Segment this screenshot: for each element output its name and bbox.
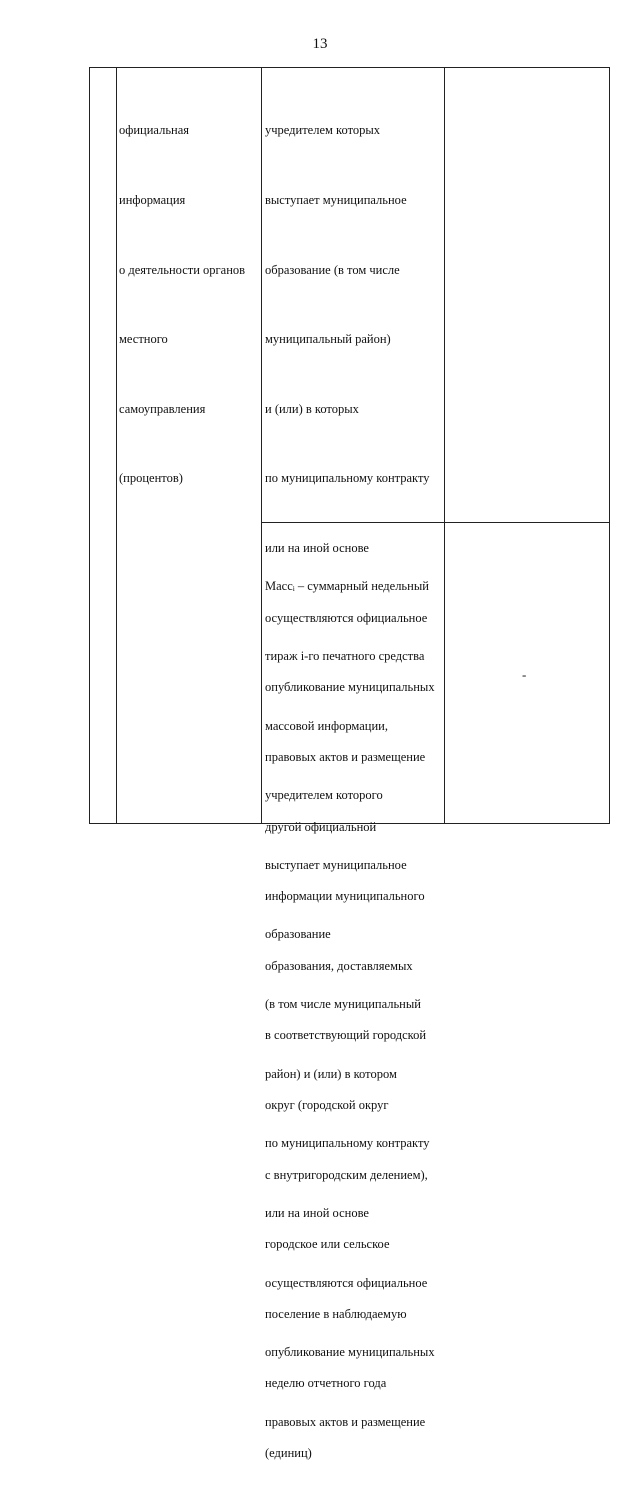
description-line: выступает муниципальное	[265, 857, 407, 872]
description-line: муниципальный район)	[265, 332, 391, 347]
description-line: или на иной основе	[265, 1205, 369, 1220]
description-line: выступает муниципальное	[265, 193, 407, 208]
description-line: тираж i-го печатного средства	[265, 649, 425, 664]
row2-description-cell	[265, 529, 435, 1457]
description-line: образования, доставляемых	[265, 958, 413, 973]
description-line: округ (городской округ	[265, 1097, 389, 1112]
column-divider-2	[261, 67, 262, 824]
column-divider-1	[116, 67, 117, 824]
indicator-name-cell	[119, 73, 245, 514]
description-line: осуществляются официальное	[265, 1275, 428, 1290]
description-line: (единиц)	[265, 1445, 312, 1460]
description-line: в соответствующий городской	[265, 1028, 427, 1043]
description-line: осуществляются официальное	[265, 610, 428, 625]
description-line: и (или) в которых	[265, 401, 359, 416]
description-line: с внутригородским делением),	[265, 1167, 428, 1182]
page-number: 13	[312, 36, 328, 52]
description-line: учредителем которого	[265, 788, 383, 803]
indicator-name-line: (процентов)	[119, 471, 183, 486]
indicator-name-line: о деятельности органов	[119, 262, 246, 277]
indicator-name-line: официальная	[119, 123, 190, 138]
description-line: информации муниципального	[265, 889, 425, 904]
description-line: или на иной основе	[265, 541, 369, 556]
description-line: городское или сельское	[265, 1237, 390, 1252]
description-line: по муниципальному контракту	[265, 471, 430, 486]
description-line: правовых актов и размещение	[265, 749, 426, 764]
description-line: учредителем которых	[265, 123, 381, 138]
row2-value-cell: -	[522, 667, 527, 682]
description-line: поселение в наблюдаемую	[265, 1306, 407, 1321]
indicator-name-line: самоуправления	[119, 401, 206, 416]
description-line: по муниципальному контракту	[265, 1136, 430, 1151]
indicator-name-line: информация	[119, 193, 186, 208]
description-line: опубликование муниципальных	[265, 680, 435, 695]
column-divider-3	[444, 67, 445, 824]
description-line: опубликование муниципальных	[265, 1345, 435, 1360]
description-line: другой официальной	[265, 819, 377, 834]
description-line: образование	[265, 927, 331, 942]
description-line: Массᵢ – суммарный недельный	[265, 579, 429, 594]
description-line: массовой информации,	[265, 718, 388, 733]
indicator-name-line: местного	[119, 332, 168, 347]
description-line: (в том числе муниципальный	[265, 997, 421, 1012]
description-line: образование (в том числе	[265, 262, 400, 277]
description-line: район) и (или) в котором	[265, 1066, 397, 1081]
description-line: неделю отчетного года	[265, 1376, 387, 1391]
description-line: правовых актов и размещение	[265, 1414, 426, 1429]
